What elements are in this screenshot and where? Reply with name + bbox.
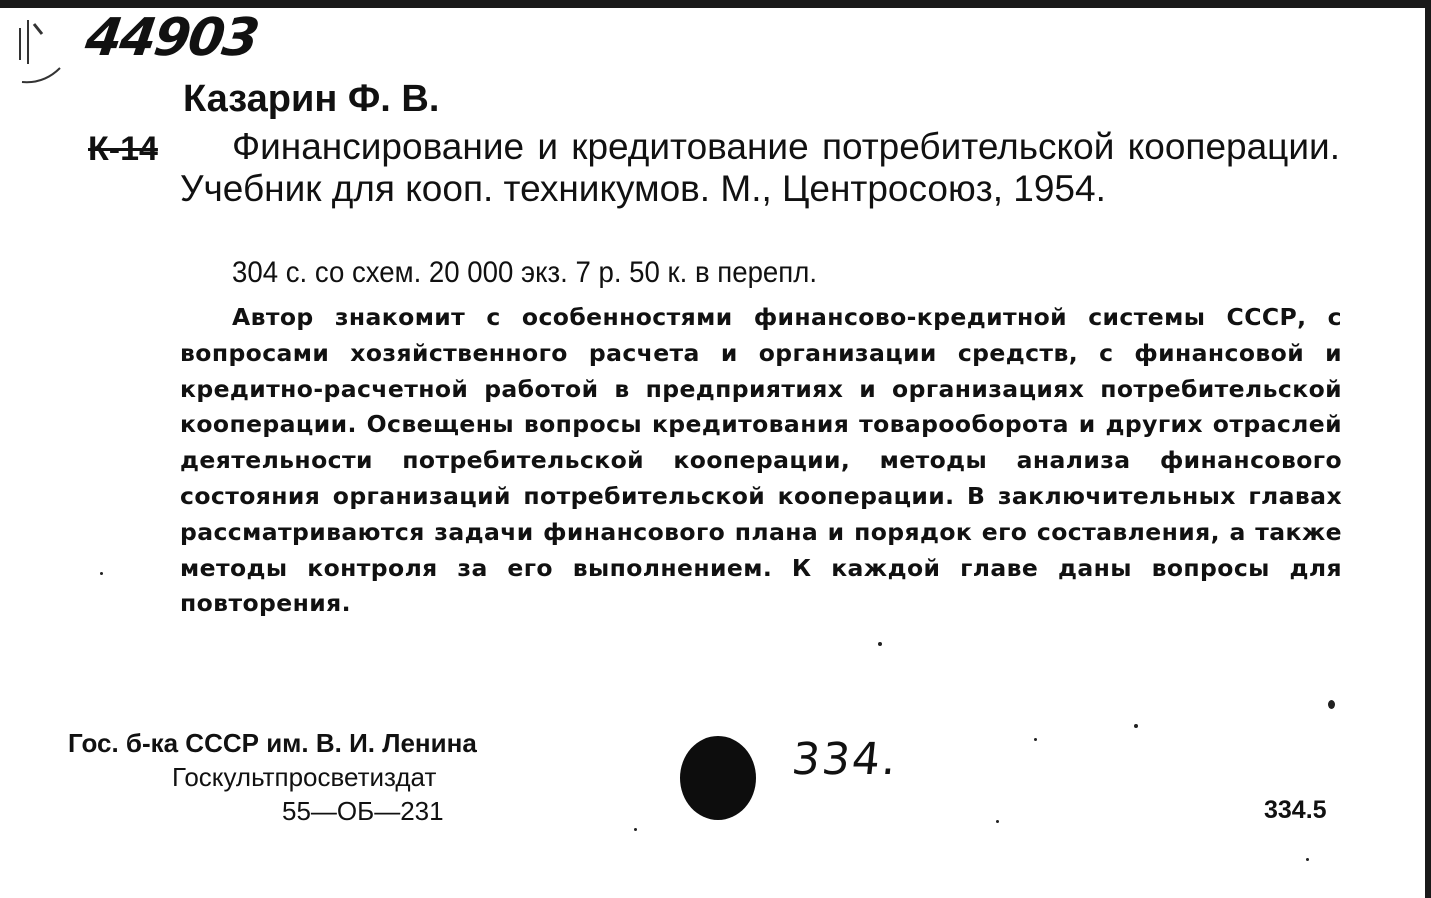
punch-hole (680, 736, 756, 820)
ink-speck (100, 572, 103, 575)
classification-index: 334.5 (1264, 796, 1327, 824)
ink-speck (1134, 724, 1138, 728)
book-title: Финансирование и кредитование потребительской кооперации. Учебник для кооп. техникумов. М., Центросоюз, 1954. (180, 126, 1340, 209)
ink-speck (1306, 858, 1309, 861)
ink-speck (1034, 738, 1037, 741)
corner-bracket-mark (4, 20, 64, 90)
shelfmark: К-14 (88, 130, 158, 168)
ink-speck (878, 642, 882, 646)
author-heading: Казарин Ф. В. (183, 78, 440, 120)
handwritten-accession-number: 44903 (81, 8, 262, 68)
annotation-paragraph: Автор знакомит с особенностями финансово-кредитной системы СССР, с вопросами хозяйственного расчета и организации средств, с финансовой и кредитно-расчетной работой в предприятиях и организациях потребительской кооперации. Освещены вопросы кредитования товарооборота и других отраслей деятельности потребительской кооперации, методы анализа финансового состояния организаций потребительской кооперации. В заключительных главах рассматриваются задачи финансового плана и порядок его составления, а также методы контроля за его выполнением. К каждой главе даны вопросы для повторения. (180, 303, 1342, 618)
handwritten-number: 334. (789, 734, 901, 785)
card-right-edge (1425, 0, 1431, 898)
publisher-name: Госкультпросветиздат (172, 762, 437, 792)
collation-line: 304 с. со схем. 20 000 экз. 7 р. 50 к. в перепл. (232, 256, 818, 289)
card-number: 55—ОБ—231 (282, 796, 444, 826)
ink-speck (634, 828, 637, 831)
library-name: Гос. б-ка СССР им. В. И. Ленина (68, 728, 477, 758)
ink-speck (996, 820, 999, 823)
ink-speck (1328, 700, 1335, 709)
card-top-edge (0, 0, 1431, 8)
